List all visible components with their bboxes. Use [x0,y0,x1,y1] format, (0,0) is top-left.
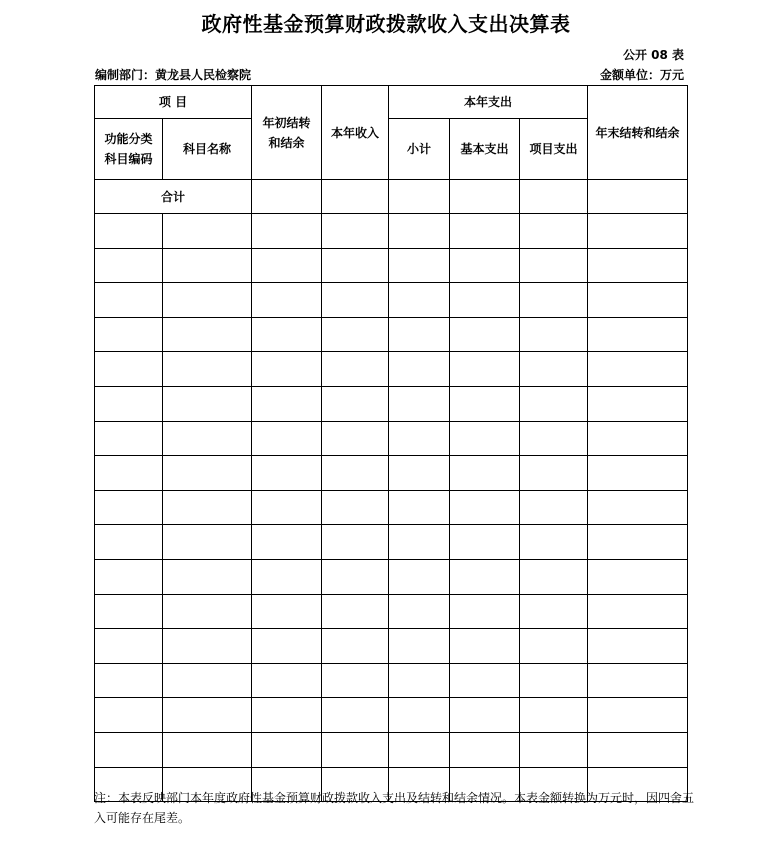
table-cell [252,248,322,283]
table-cell [95,559,163,594]
table-cell [252,214,322,249]
table-cell [588,352,688,387]
table-cell [389,629,450,664]
table-cell [588,663,688,698]
table-cell [450,732,520,767]
table-cell [163,629,252,664]
table-cell [389,698,450,733]
header-item: 项 目 [95,86,252,119]
table-cell [95,490,163,525]
table-cell [322,732,389,767]
table-cell [520,214,588,249]
table-cell [252,594,322,629]
total-cell [450,180,520,214]
total-label: 合计 [95,180,252,214]
header-func-code: 功能分类科目编码 [95,119,163,180]
table-cell [322,214,389,249]
table-cell [95,663,163,698]
table-cell [588,456,688,491]
table-row [95,732,688,767]
table-cell [95,352,163,387]
total-row [95,180,688,214]
budget-table [94,85,688,802]
table-cell [520,525,588,560]
table-row [95,317,688,352]
table-cell [322,594,389,629]
total-cell [588,180,688,214]
table-row [95,629,688,664]
table-cell [588,386,688,421]
table-cell [450,352,520,387]
table-row [95,490,688,525]
table-cell [588,559,688,594]
table-cell [322,663,389,698]
table-row [95,283,688,318]
table-cell [322,698,389,733]
table-cell [389,559,450,594]
table-cell [252,559,322,594]
table-cell [450,283,520,318]
table-cell [520,594,588,629]
table-cell [252,352,322,387]
table-cell [163,386,252,421]
total-cell [389,180,450,214]
table-cell [163,214,252,249]
table-row [95,352,688,387]
unit-label: 金额单位：万元 [599,68,684,82]
table-cell [450,663,520,698]
table-cell [588,317,688,352]
table-row [95,663,688,698]
table-cell [588,421,688,456]
table-cell [322,421,389,456]
table-row [95,456,688,491]
table-cell [163,732,252,767]
table-cell [450,559,520,594]
table-cell [588,698,688,733]
table-cell [450,490,520,525]
table-cell [450,214,520,249]
table-cell [520,421,588,456]
header-closing-balance: 年末结转和结余 [588,86,688,180]
table-cell [322,248,389,283]
table-cell [163,594,252,629]
table-cell [588,490,688,525]
table-cell [450,525,520,560]
table-cell [520,732,588,767]
table-cell [252,663,322,698]
total-cell [520,180,588,214]
table-cell [252,317,322,352]
table-cell [95,732,163,767]
table-cell [163,559,252,594]
table-cell [163,663,252,698]
table-row [95,386,688,421]
table-cell [389,214,450,249]
table-cell [322,456,389,491]
table-cell [520,698,588,733]
table-cell [389,283,450,318]
table-cell [520,386,588,421]
table-cell [588,594,688,629]
report-title: 政府性基金预算财政拨款收入支出决算表 [201,12,571,36]
table-cell [95,456,163,491]
table-row [95,559,688,594]
footnote: 注：本表反映部门本年度政府性基金预算财政拨款收入支出及结转和结余情况。本表金额转换为万元时，因四舍五入可能存在尾差。 [94,791,695,825]
table-cell [252,421,322,456]
table-cell [520,456,588,491]
table-cell [450,317,520,352]
table-cell [322,283,389,318]
table-cell [520,352,588,387]
table-cell [520,629,588,664]
table-cell [588,525,688,560]
table-cell [389,525,450,560]
table-row [95,421,688,456]
table-cell [252,525,322,560]
table-cell [450,248,520,283]
table-cell [389,248,450,283]
table-row [95,214,688,249]
header-subtotal: 小计 [389,119,450,180]
table-cell [252,698,322,733]
table-number: 公开 08 表 [622,48,684,62]
table-cell [389,456,450,491]
table-cell [95,525,163,560]
table-cell [252,629,322,664]
table-cell [450,698,520,733]
table-cell [389,594,450,629]
table-cell [163,248,252,283]
table-cell [389,732,450,767]
table-cell [322,490,389,525]
department-label: 编制部门：黄龙县人民检察院 [95,68,252,82]
table-cell [95,386,163,421]
table-cell [252,490,322,525]
table-cell [450,629,520,664]
header-income: 本年收入 [322,86,389,180]
table-cell [163,283,252,318]
table-cell [322,352,389,387]
table-cell [95,283,163,318]
table-cell [322,629,389,664]
table-cell [389,352,450,387]
table-cell [520,317,588,352]
table-cell [252,456,322,491]
table-cell [520,559,588,594]
table-cell [163,698,252,733]
header-project: 项目支出 [520,119,588,180]
table-cell [520,283,588,318]
table-cell [520,248,588,283]
table-cell [163,490,252,525]
total-cell [252,180,322,214]
table-cell [389,663,450,698]
table-row [95,594,688,629]
table-cell [450,456,520,491]
table-cell [252,732,322,767]
table-cell [163,456,252,491]
table-cell [389,421,450,456]
table-cell [450,421,520,456]
table-cell [95,698,163,733]
table-cell [95,594,163,629]
table-row [95,525,688,560]
table-cell [163,317,252,352]
header-expenditure: 本年支出 [389,86,588,119]
table-cell [252,386,322,421]
table-cell [322,559,389,594]
table-cell [322,525,389,560]
table-cell [450,594,520,629]
table-cell [588,248,688,283]
table-cell [588,732,688,767]
table-cell [450,386,520,421]
table-cell [95,317,163,352]
table-cell [588,283,688,318]
table-row [95,248,688,283]
table-cell [520,663,588,698]
table-cell [588,629,688,664]
table-cell [389,386,450,421]
table-cell [588,214,688,249]
table-row [95,698,688,733]
table-cell [520,490,588,525]
total-cell [322,180,389,214]
table-cell [322,386,389,421]
table-cell [252,283,322,318]
table-cell [322,317,389,352]
table-cell [163,421,252,456]
header-basic: 基本支出 [450,119,520,180]
table-cell [389,317,450,352]
table-cell [95,214,163,249]
table-cell [163,352,252,387]
table-cell [95,629,163,664]
table-cell [95,421,163,456]
header-opening-balance: 年初结转和结余 [252,86,322,180]
table-cell [389,490,450,525]
table-cell [95,248,163,283]
table-cell [163,525,252,560]
header-subject-name: 科目名称 [163,119,252,180]
